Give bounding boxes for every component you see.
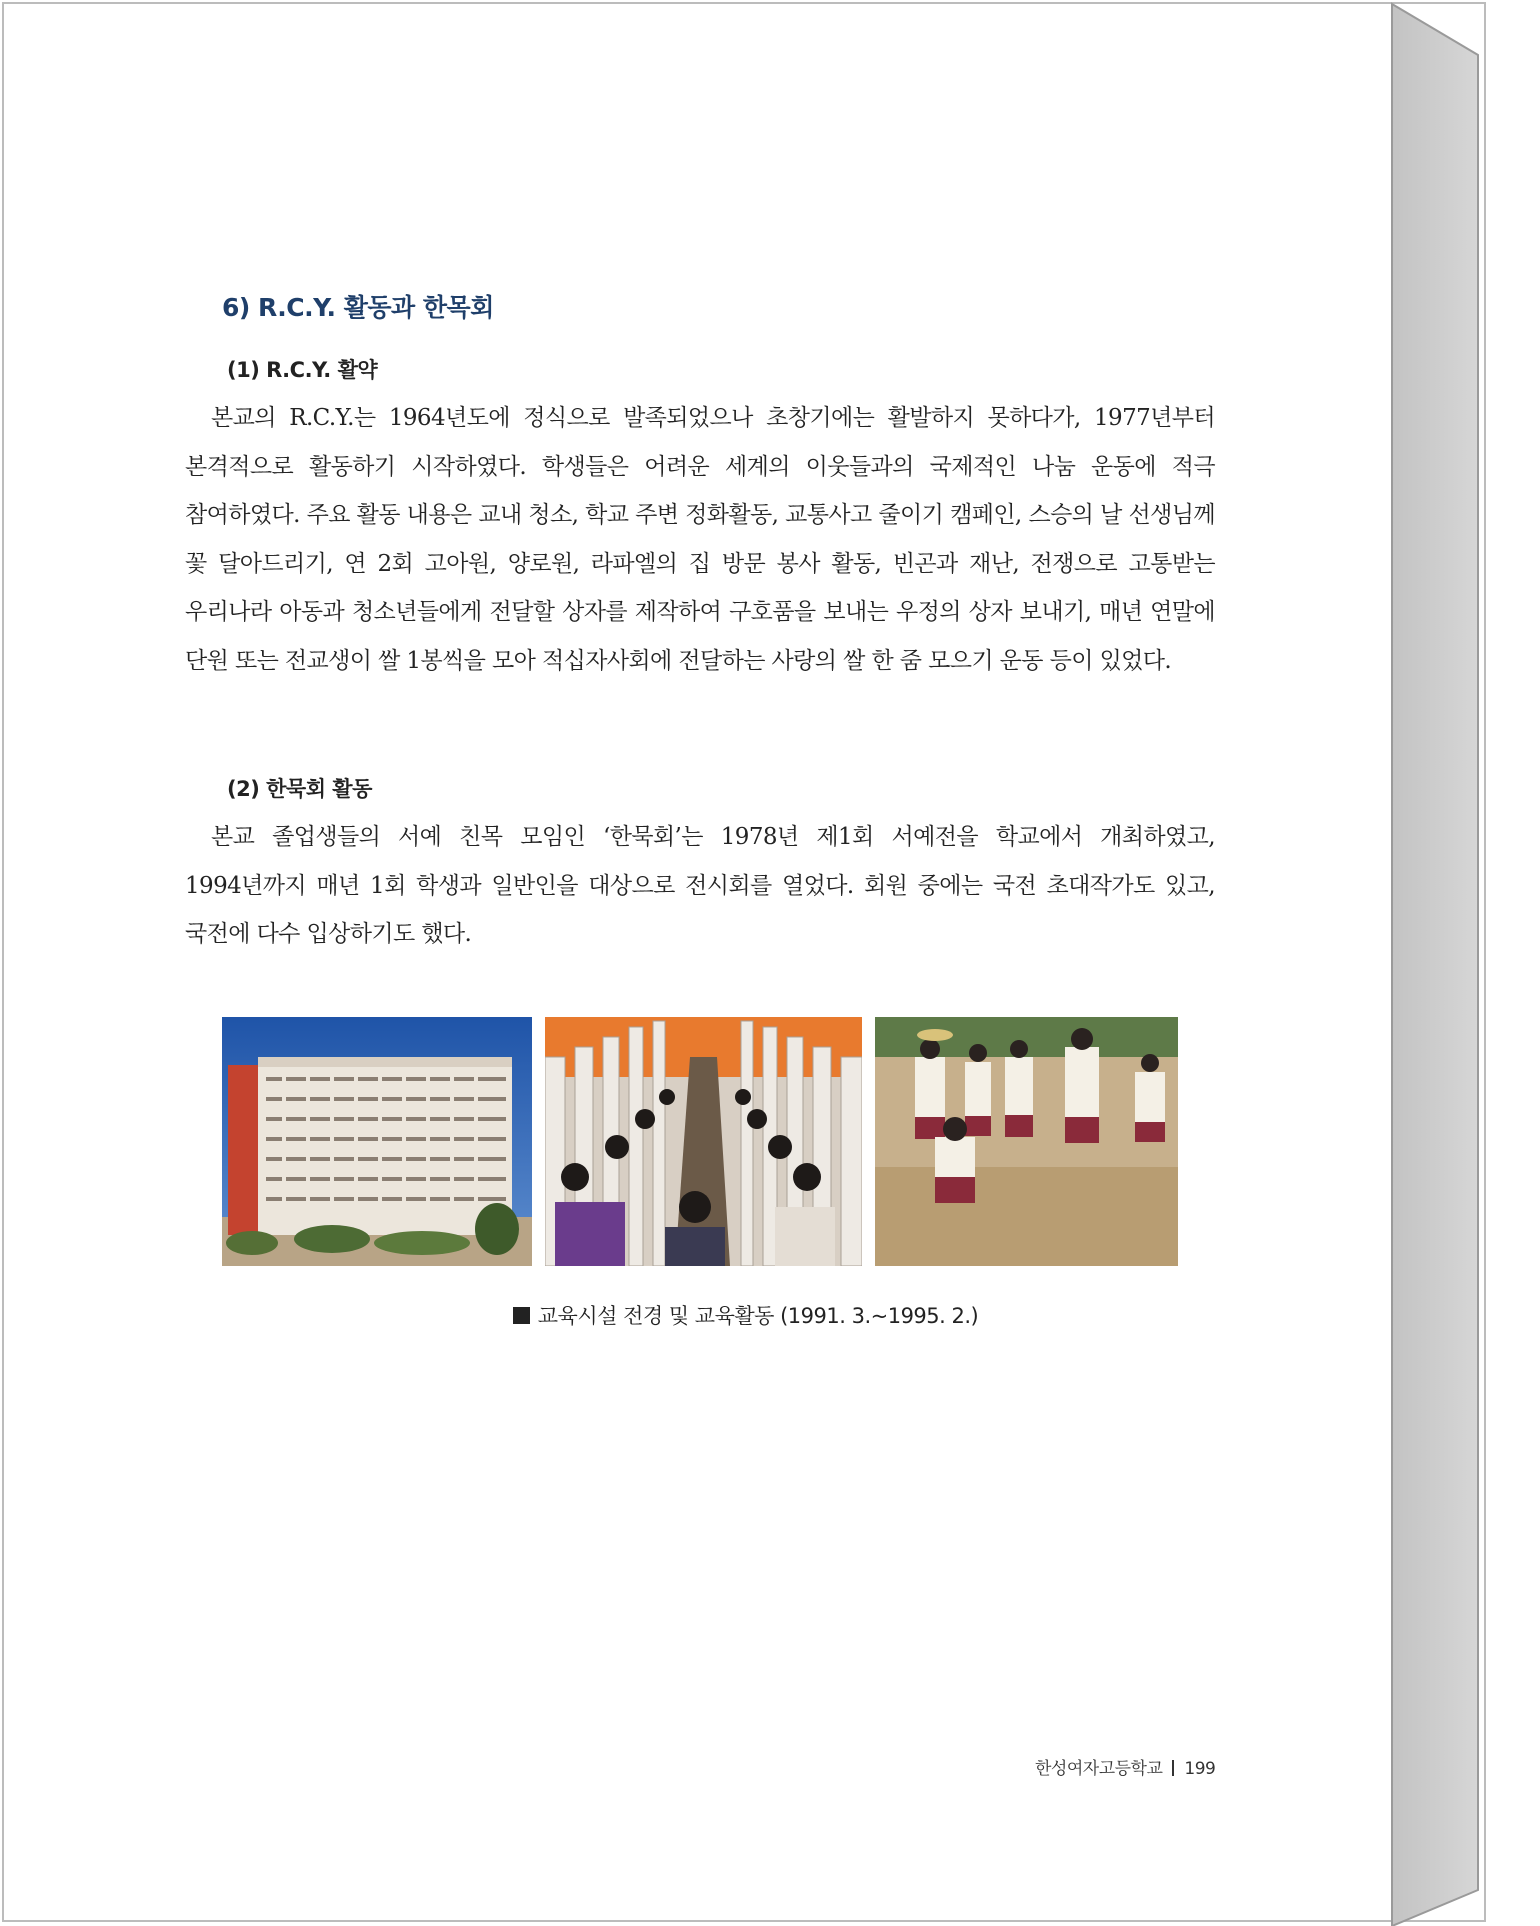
figure-caption: [0, 1300, 1487, 1330]
footer-school-name: 한성여자고등학교: [1035, 1759, 1163, 1779]
footer-divider: [1172, 1760, 1174, 1776]
school-building-photo: [222, 1017, 532, 1266]
sports-activity-photo: [875, 1017, 1178, 1266]
section-title: 6) R.C.Y. 활동과 한목회: [222, 293, 494, 322]
rcy-paragraph: 본교의 R.C.Y.는 1964년도에 정식으로 발족되었으나 초창기에는 활발하지 못하다가, 1977년부터 본격적으로 활동하기 시작하였다. 학생들은 어려운 세계의 이웃들과의 국제적인 나눔 운동에 적극 참여하였다. 주요 활동 내용은 교내 청소, 학교 주변 정화활동, 교통사고 줄이기 캠페인, 스승의 날 선생님께 꽃 달아드리기, 연 2회 고아원, 양로원, 라파엘의 집 방문 봉사 활동, 빈곤과 재난, 전쟁으로 고통받는 우리나라 아동과 청소년들에게 전달할 상자를 제작하여 구호품을 보내는 우정의 상자 보내기, 매년 연말에 단원 또는 전교생이 쌀 1봉씩을 모아 적십자사회에 전달하는 사랑의 쌀 한 줌 모으기 운동 등이 있었다.: [185, 405, 1215, 674]
classroom-photo: [545, 1017, 862, 1266]
page-footer: [1035, 1754, 1215, 1779]
square-bullet-icon: [513, 1307, 530, 1324]
subsection-title-rcy: (1) R.C.Y. 활약: [227, 358, 378, 382]
hanmukhoe-paragraph: 본교 졸업생들의 서예 친목 모임인 ‘한묵회’는 1978년 제1회 서예전을 학교에서 개최하였고, 1994년까지 매년 1회 학생과 일반인을 대상으로 전시회를 열었다. 회원 중에는 국전 초대작가도 있고, 국전에 다수 입상하기도 했다.: [185, 824, 1215, 947]
page-number: 199: [1184, 1759, 1216, 1779]
caption-text: 교육시설 전경 및 교육활동 (1991. 3.~1995. 2.): [537, 1304, 979, 1328]
subsection-title-hanmukhoe: (2) 한묵회 활동: [227, 777, 372, 801]
